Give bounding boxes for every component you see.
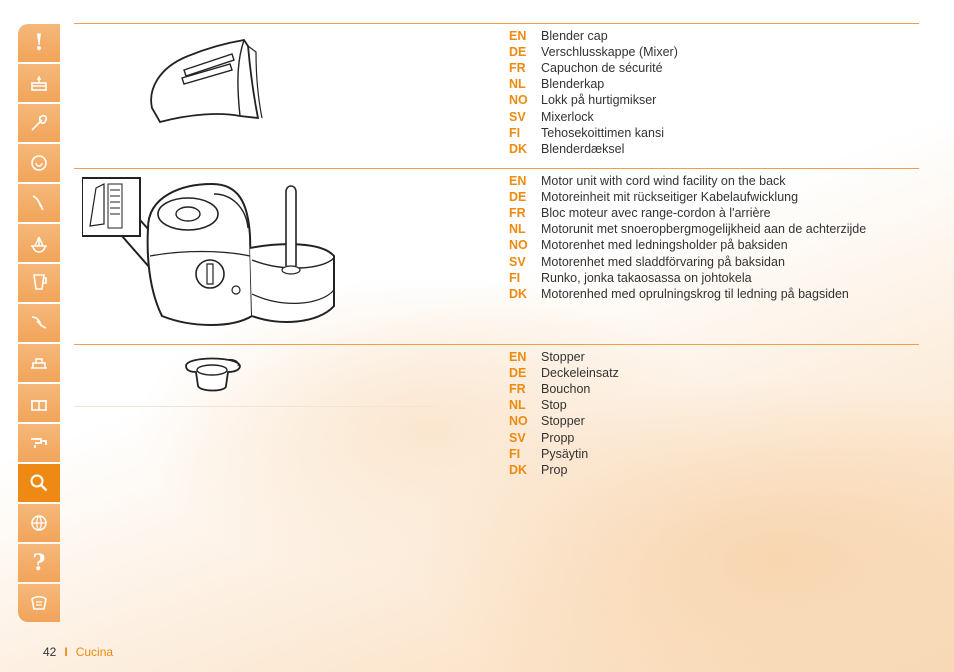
chapter-sidebar <box>18 24 60 626</box>
translation-row <box>509 189 866 205</box>
language-code: FI <box>509 446 521 461</box>
tab-overview[interactable] <box>18 464 60 502</box>
whisk-icon <box>27 111 51 135</box>
language-code: FR <box>509 61 526 76</box>
section-divider <box>74 168 919 169</box>
tab-cleaning[interactable] <box>18 424 60 462</box>
part-name: Motoreinheit mit rückseitiger Kabelaufwicklung <box>541 190 799 205</box>
warning-icon: ! <box>34 30 44 56</box>
translation-row <box>509 253 866 269</box>
part-name: Propp <box>541 430 575 445</box>
language-code: DE <box>509 45 527 60</box>
part-name: Motorenhet med sladdförvaring på baksidan <box>541 254 785 269</box>
motor-unit-illustration <box>82 176 344 336</box>
bowl-icon <box>27 151 51 175</box>
part-name: Motorenhed med oprulningskrog til ledning på bagsiden <box>541 286 849 301</box>
translation-row <box>509 429 619 445</box>
translation-row <box>509 237 866 253</box>
part-name: Verschlusskappe (Mixer) <box>541 45 678 60</box>
translation-row <box>509 413 619 429</box>
translation-row <box>509 141 678 157</box>
part-name: Capuchon de sécurité <box>541 61 663 76</box>
language-code: FR <box>509 206 526 221</box>
page-number: 42 <box>43 645 57 659</box>
tab-recipes[interactable] <box>18 584 60 622</box>
translation-row <box>509 365 619 381</box>
language-code: SV <box>509 430 526 445</box>
translation-row <box>509 349 619 365</box>
tab-cakes[interactable] <box>18 64 60 102</box>
translation-row <box>509 381 619 397</box>
tab-gift[interactable] <box>18 384 60 422</box>
language-code: DK <box>509 141 528 156</box>
translation-row <box>509 446 619 462</box>
part-name: Motorunit met snoeropbergmogelijkheid aan de achterzijde <box>541 222 867 237</box>
tab-juicer[interactable] <box>18 224 60 262</box>
language-code: EN <box>509 174 527 189</box>
translation-row <box>509 397 619 413</box>
language-code: DK <box>509 286 528 301</box>
section-divider <box>74 344 919 345</box>
language-code: DE <box>509 366 527 381</box>
tab-dessert[interactable] <box>18 344 60 382</box>
section-divider <box>74 23 919 24</box>
language-code: NO <box>509 414 528 429</box>
language-code: FI <box>509 270 521 285</box>
translation-row <box>509 28 678 44</box>
chapter-name: Cucina <box>75 645 114 659</box>
tab-kneading[interactable] <box>18 184 60 222</box>
blender-cap-illustration <box>140 38 265 124</box>
part-name: Lokk på hurtigmikser <box>541 93 657 108</box>
part-name: Runko, jonka takaosassa on johtokela <box>541 270 752 285</box>
part-name: Tehosekoittimen kansi <box>541 125 664 140</box>
dessert-icon <box>27 351 51 375</box>
cake-icon <box>27 71 51 95</box>
translation-row <box>509 125 678 141</box>
page-footer <box>43 645 113 659</box>
tab-warnings[interactable] <box>18 24 60 62</box>
translation-row <box>509 92 678 108</box>
part-name: Blender cap <box>541 29 608 44</box>
tab-whisk[interactable] <box>18 104 60 142</box>
globe-icon <box>27 511 51 535</box>
language-code: DK <box>509 462 528 477</box>
translation-row <box>509 270 866 286</box>
gift-icon <box>27 391 51 415</box>
juicer-icon <box>27 231 51 255</box>
language-code: NO <box>509 93 528 108</box>
blender-jug-icon <box>27 271 51 295</box>
part-name: Mixerlock <box>541 109 594 124</box>
translation-row <box>509 76 678 92</box>
part-name: Stop <box>541 398 567 413</box>
stopper-illustration <box>182 352 244 394</box>
language-code: NL <box>509 77 526 92</box>
translation-row <box>509 44 678 60</box>
magnifier-icon <box>27 471 51 495</box>
part-name: Bloc moteur avec range-cordon à l'arrière <box>541 206 771 221</box>
tab-bowl[interactable] <box>18 144 60 182</box>
part-list-blender-cap <box>509 28 678 157</box>
part-name: Prop <box>541 462 568 477</box>
part-name: Motorenhet med ledningsholder på baksiden <box>541 238 788 253</box>
tap-icon <box>27 431 51 455</box>
part-name: Blenderdæksel <box>541 141 625 156</box>
part-name: Deckeleinsatz <box>541 366 619 381</box>
language-code: NL <box>509 398 526 413</box>
tab-faq[interactable] <box>18 544 60 582</box>
language-code: NO <box>509 238 528 253</box>
language-code: NL <box>509 222 526 237</box>
question-icon: ? <box>32 550 46 576</box>
part-name: Stopper <box>541 350 585 365</box>
translation-row <box>509 108 678 124</box>
part-name: Blenderkap <box>541 77 605 92</box>
tab-blender[interactable] <box>18 264 60 302</box>
language-code: EN <box>509 29 527 44</box>
translation-row <box>509 205 866 221</box>
translation-row <box>509 286 866 302</box>
part-name: Stopper <box>541 414 585 429</box>
part-list-stopper <box>509 349 619 478</box>
language-code: EN <box>509 350 527 365</box>
part-list-motor-unit <box>509 173 866 302</box>
translation-row <box>509 60 678 76</box>
kneading-icon <box>27 191 51 215</box>
mixer-icon <box>27 311 51 335</box>
tab-mixer[interactable] <box>18 304 60 342</box>
recipe-icon <box>27 591 51 615</box>
part-name: Bouchon <box>541 382 591 397</box>
part-name: Pysäytin <box>541 446 589 461</box>
translation-row <box>509 462 619 478</box>
translation-row <box>509 173 866 189</box>
tab-environment[interactable] <box>18 504 60 542</box>
language-code: FR <box>509 382 526 397</box>
translation-row <box>509 221 866 237</box>
language-code: FI <box>509 125 521 140</box>
language-code: SV <box>509 109 526 124</box>
part-name: Motor unit with cord wind facility on the back <box>541 174 786 189</box>
footer-separator: I <box>64 645 68 659</box>
language-code: DE <box>509 190 527 205</box>
language-code: SV <box>509 254 526 269</box>
section-divider-faint <box>74 406 434 407</box>
